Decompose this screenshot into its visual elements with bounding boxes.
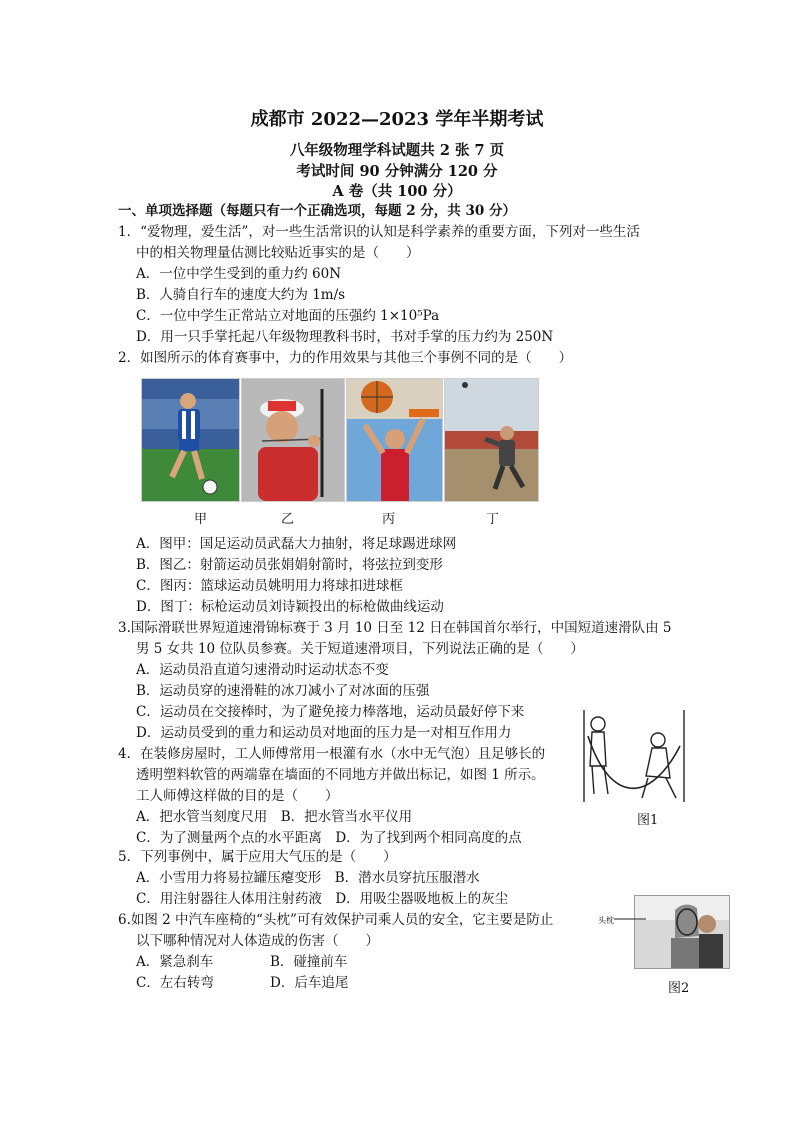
q2-option-b: B．图乙：射箭运动员张娟娟射箭时，将弦拉到变形	[136, 557, 443, 573]
q6-option-c: C．左右转弯	[136, 975, 214, 991]
q5-stem: 5．下列事例中，属于应用大气压的是（ ）	[118, 849, 397, 865]
q2-stem: 2．如图所示的体育赛事中，力的作用效果与其他三个事例不同的是（ ）	[118, 350, 573, 366]
q5-options-cd: C．用注射器往人体用注射药液 D．用吸尘器吸地板上的灰尘	[136, 891, 509, 907]
photo-archer	[241, 378, 345, 502]
q4-stem-1: 4．在装修房屋时，工人师傅常用一根灌有水（水中无气泡）且足够长的	[118, 746, 546, 762]
caption-ding: 丁	[486, 512, 500, 527]
q6-stem-1: 6.如图 2 中汽车座椅的“头枕”可有效保护司乘人员的安全，它主要是防止	[118, 912, 554, 928]
q6-stem-2: 以下哪种情况对人体造成的伤害（ ）	[136, 933, 379, 949]
q3-option-a: A．运动员沿直道匀速滑动时运动状态不变	[136, 662, 389, 678]
q2-option-d: D．图丁：标枪运动员刘诗颖投出的标枪做曲线运动	[136, 599, 444, 615]
figure-1-water-level	[580, 706, 690, 804]
figure-1-caption: 图1	[637, 813, 659, 828]
photo-javelin-thrower	[444, 378, 539, 502]
exam-subtitle-volume: A 卷（共 100 分）	[332, 183, 462, 200]
q1-option-c: C．一位中学生正常站立对地面的压强约 1×10⁵Pa	[136, 308, 440, 324]
q1-option-b: B．人骑自行车的速度大约为 1m/s	[136, 287, 346, 303]
q1-option-d: D．用一只手掌托起八年级物理教科书时，书对手掌的压力约为 250N	[136, 329, 554, 345]
q3-option-b: B．运动员穿的速滑鞋的冰刀减小了对冰面的压强	[136, 683, 430, 699]
exam-subtitle-time: 考试时间 90 分钟满分 120 分	[296, 163, 498, 180]
photo-football-player	[141, 378, 240, 502]
q3-option-d: D．运动员受到的重力和运动员对地面的压力是一对相互作用力	[136, 725, 512, 741]
caption-yi: 乙	[281, 512, 295, 527]
q4-options-cd: C．为了测量两个点的水平距离 D．为了找到两个相同高度的点	[136, 830, 522, 846]
exam-title: 成都市 2022—2023 学年半期考试	[250, 109, 544, 130]
figure-2-headrest	[634, 895, 730, 969]
q2-option-c: C．图丙：篮球运动员姚明用力将球扣进球框	[136, 578, 403, 594]
figure-2-caption: 图2	[668, 981, 690, 996]
q2-option-a: A．图甲：国足运动员武磊大力抽射，将足球踢进球网	[136, 536, 457, 552]
q6-option-a: A．紧急刹车	[136, 954, 214, 970]
q6-option-b: B．碰撞前车	[270, 954, 348, 970]
q6-option-d: D．后车追尾	[270, 975, 349, 991]
q3-option-c: C．运动员在交接棒时，为了避免接力棒落地，运动员最好停下来	[136, 704, 525, 720]
section-heading: 一、单项选择题（每题只有一个正确选项，每题 2 分，共 30 分）	[118, 203, 516, 219]
q4-options-ab: A．把水管当刻度尺用 B．把水管当水平仪用	[136, 809, 413, 825]
headrest-pointer-line	[614, 915, 646, 923]
exam-subtitle-pages: 八年级物理学科试题共 2 张 7 页	[289, 142, 505, 159]
q3-stem-2: 男 5 女共 10 位队员参赛。关于短道速滑项目，下列说法正确的是（ ）	[136, 641, 584, 657]
q4-stem-3: 工人师傅这样做的目的是（ ）	[136, 788, 339, 804]
q3-stem-1: 3.国际滑联世界短道速滑锦标赛于 3 月 10 日至 12 日在韩国首尔举行，中国短道速滑队由 5	[118, 620, 672, 636]
q4-stem-2: 透明塑料软管的两端靠在墙面的不同地方并做出标记，如图 1 所示。	[136, 767, 545, 783]
q1-stem-2: 中的相关物理量估测比较贴近事实的是（ ）	[136, 245, 420, 261]
q5-options-ab: A．小雪用力将易拉罐压瘪变形 B．潜水员穿抗压服潜水	[136, 870, 480, 886]
q1-stem-1: 1．“爱物理，爱生活”，对一些生活常识的认知是科学素养的重要方面，下列对一些生活	[118, 224, 640, 240]
photo-basketball-player	[346, 378, 443, 502]
headrest-label: 头枕	[598, 916, 614, 925]
caption-bing: 丙	[382, 512, 396, 527]
caption-jia: 甲	[194, 512, 208, 527]
q1-option-a: A．一位中学生受到的重力约 60N	[136, 266, 342, 282]
